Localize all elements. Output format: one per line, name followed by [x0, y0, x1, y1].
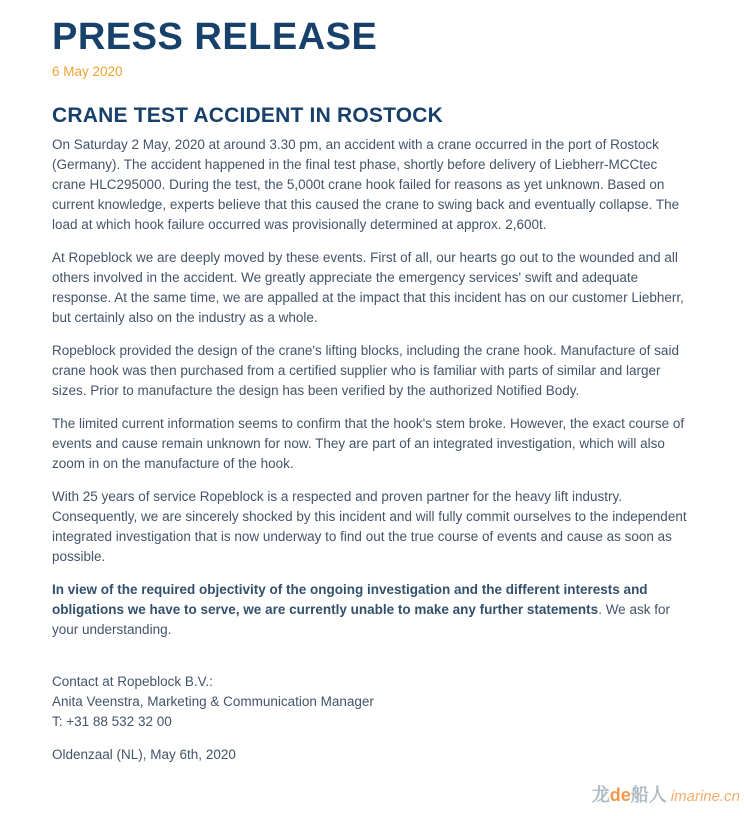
article-body [52, 103, 692, 765]
document-title: PRESS RELEASE [52, 16, 378, 58]
document-date: 6 May 2020 [52, 64, 123, 79]
contact-block [52, 672, 692, 732]
article-headline: CRANE TEST ACCIDENT IN ROSTOCK [52, 104, 444, 127]
contact-heading: Contact at Ropeblock B.V.: [52, 674, 213, 689]
watermark-de: de [609, 785, 631, 805]
closing-statement [52, 580, 692, 640]
closing-statement-bold: In view of the required objectivity of the ongoing investigation and the different interests and obligations we have to serve, we are currently unable to make any further statements [52, 582, 648, 617]
paragraph-design-manufacture: Ropeblock provided the design of the crane's lifting blocks, including the crane hook. Manufacture of said crane hook was then purchased from a certified supplier who is familiar with parts of similar and larger sizes. Prior to manufacture the design has been verified by the authorized Notified Body. [52, 343, 679, 398]
watermark-imarine-logo [592, 784, 740, 808]
contact-phone: T: +31 88 532 32 00 [52, 714, 172, 729]
watermark-dragon-char: 龙 [591, 785, 610, 805]
closing-statement-regular: . We ask for your understanding. [52, 602, 670, 637]
paragraph-company-commitment: With 25 years of service Ropeblock is a respected and proven partner for the heavy lift industry. Consequently, we are sincerely shocked by this incident and will fully commit ourselves to the independent integrated investigation that is now underway to find out the true course of events and cause as soon as possible. [52, 489, 687, 564]
contact-person: Anita Veenstra, Marketing & Communication Manager [52, 694, 374, 709]
watermark-boat-person-chars: 船人 [630, 785, 667, 805]
paragraph-investigation-status: The limited current information seems to confirm that the hook's stem broke. However, the exact course of events and cause remain unknown for now. They are part of an integrated investigation, which will also zoom in on the manufacture of the hook. [52, 416, 685, 471]
dateline: Oldenzaal (NL), May 6th, 2020 [52, 747, 236, 762]
paragraph-condolences: At Ropeblock we are deeply moved by these events. First of all, our hearts go out to the wounded and all others involved in the accident. We greatly appreciate the emergency services' swift and adequate response. At the same time, we are appalled at the impact that this incident has on our customer Liebherr, but certainly also on the industry as a whole. [52, 250, 684, 325]
watermark-site-url: imarine.cn [670, 788, 740, 805]
paragraph-accident-description: On Saturday 2 May, 2020 at around 3.30 pm, an accident with a crane occurred in the port of Rostock (Germany). The accident happened in the final test phase, shortly before delivery of Liebherr-MCCtec crane HLC295000. During the test, the 5,000t crane hook failed for reasons as yet unknown. Based on current knowledge, experts believe that this caused the crane to swing back and eventually collapse. The load at which hook failure occurred was provisionally determined at approx. 2,600t. [52, 137, 680, 232]
